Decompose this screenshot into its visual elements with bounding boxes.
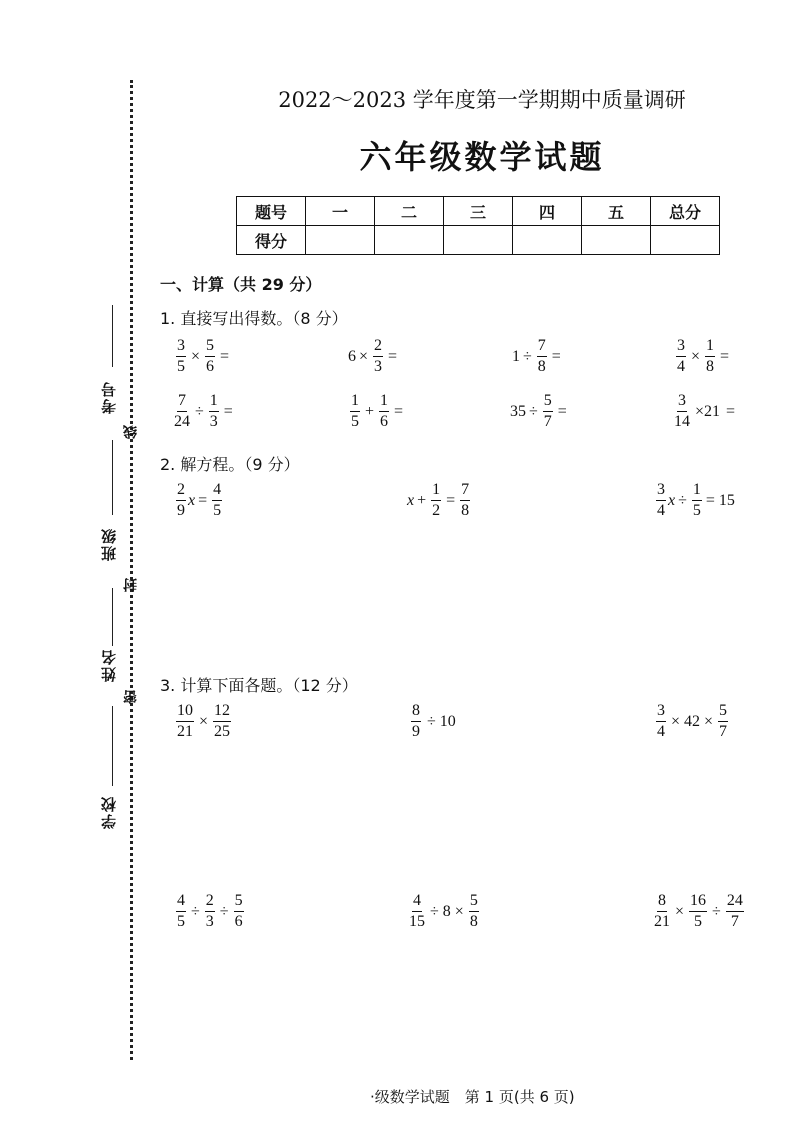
binding-dotted-line [130,80,133,1060]
score-cell: 总分 [651,197,720,226]
feng-mark: 封 [123,578,139,592]
score-cell: 一 [306,197,375,226]
question-1-label: 1. 直接写出得数。（8 分） [160,309,348,328]
page-footer: ·级数学试题 第 1 页(共 6 页) [370,1088,575,1106]
q1-item: $\frac{1}{5}$ + $\frac{1}{6}$ = [351,392,404,430]
question-3-label: 3. 计算下面各题。（12 分） [160,676,358,695]
q3-expression: $\frac{4}{5}$ ÷ $\frac{2}{3}$ ÷ $\frac{5}{6}$ [177,892,243,930]
exam-title: 六年级数学试题 [359,138,605,176]
q1-item: 6 × $\frac{2}{3}$ = [348,337,398,375]
q3-expression: $\frac{10}{21}$ × $\frac{12}{25}$ [177,702,231,740]
q2-equation: $\frac{3}{4}$ x ÷ $\frac{1}{5}$ = 15 [657,481,735,519]
kaohao-label: 考号 [100,380,118,414]
xuexiao-label: 学校 [100,795,118,829]
q1-item: $\frac{3}{4}$ × $\frac{1}{8}$ = [677,337,730,375]
exam-subtitle: 2022～2023 学年度第一学期期中质量调研 [278,88,686,112]
score-cell [651,226,720,255]
score-table [236,196,720,255]
xian-mark: 线 [123,425,139,439]
xuexiao-underline [112,706,113,786]
q1-item: $\frac{3}{14}$ ×21 = [674,392,736,430]
q1-item: $\frac{7}{24}$ ÷ $\frac{1}{3}$ = [174,392,233,430]
q1-item: $\frac{3}{5}$ × $\frac{5}{6}$ = [177,337,230,375]
q3-expression: $\frac{8}{21}$ × $\frac{16}{5}$ ÷ $\frac{24}{7}$ [654,892,743,930]
q2-equation: x + $\frac{1}{2}$ = $\frac{7}{8}$ [407,481,470,519]
score-cell: 得分 [237,226,306,255]
kaohao-underline [112,305,113,367]
q3-expression: $\frac{8}{9}$ ÷ 10 [412,702,456,740]
score-cell [306,226,375,255]
banji-underline [112,440,113,515]
q1-item: 1 ÷ $\frac{7}{8}$ = [512,337,561,375]
score-table-row-header [237,197,720,226]
xingming-label: 姓名 [100,648,118,682]
score-cell: 四 [513,197,582,226]
xingming-underline [112,588,113,646]
score-cell [375,226,444,255]
score-table-row-scores [237,226,720,255]
score-cell: 三 [444,197,513,226]
score-cell [444,226,513,255]
q1-item: 35 ÷ $\frac{5}{7}$ = [510,392,567,430]
q3-expression: $\frac{4}{15}$ ÷ 8 × $\frac{5}{8}$ [409,892,478,930]
question-2-label: 2. 解方程。（9 分） [160,455,300,474]
score-cell [513,226,582,255]
score-cell: 五 [582,197,651,226]
banji-label: 班级 [100,527,118,561]
q2-equation: $\frac{2}{9}$ x = $\frac{4}{5}$ [177,481,222,519]
section-heading: 一、计算（共 29 分） [160,275,322,294]
q3-expression: $\frac{3}{4}$ × 42 × $\frac{5}{7}$ [657,702,728,740]
score-cell: 二 [375,197,444,226]
score-cell: 题号 [237,197,306,226]
score-cell [582,226,651,255]
mi-mark: 密 [123,690,139,704]
